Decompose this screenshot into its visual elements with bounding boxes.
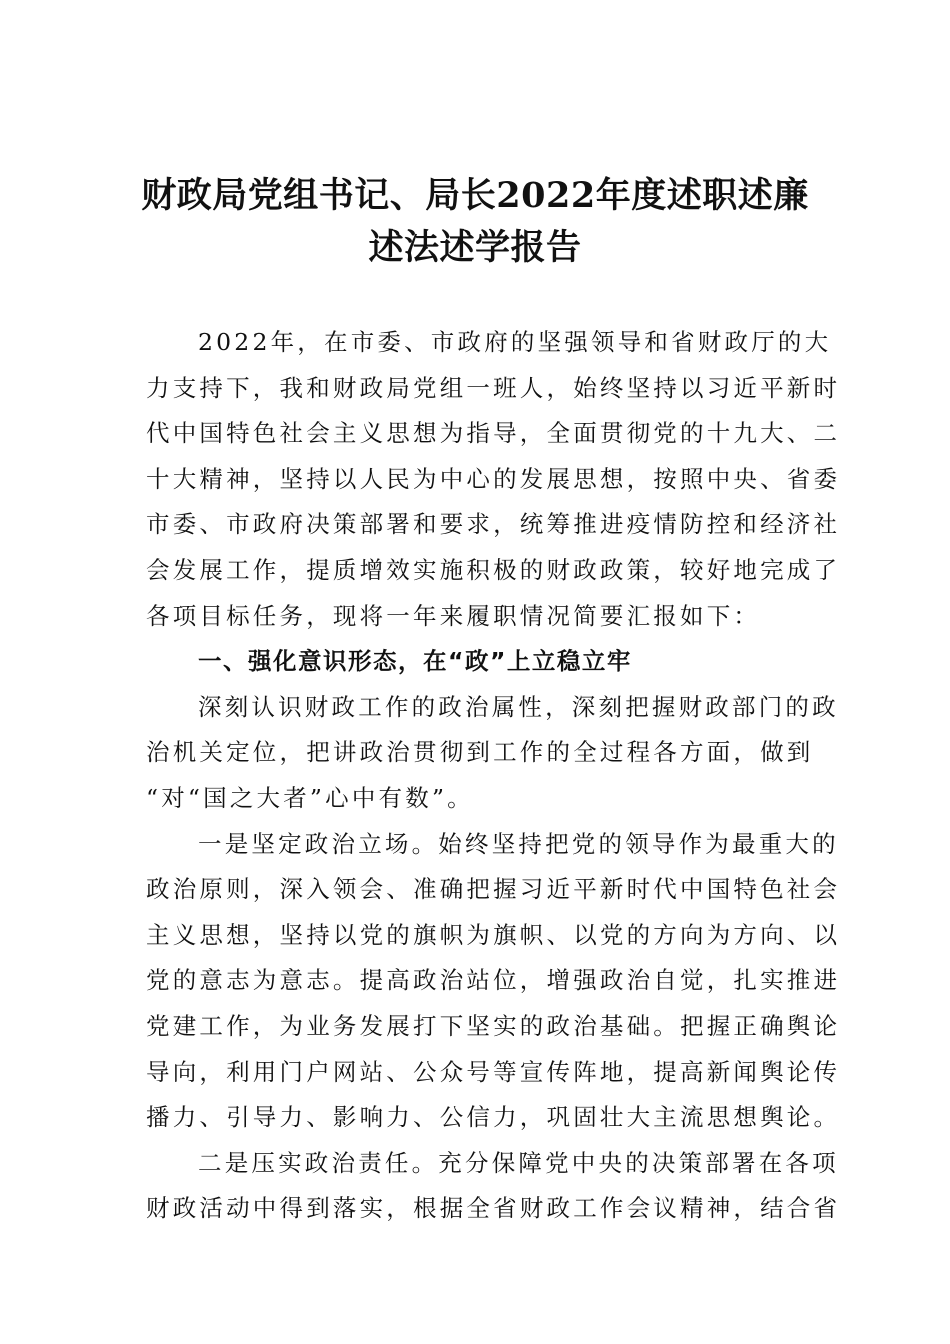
body-line: 主义思想，坚持以党的旗帜为旗帜、以党的方向为方向、以 [146, 920, 841, 949]
body-line: 代中国特色社会主义思想为指导，全面贯彻党的十九大、二 [146, 419, 841, 448]
body-line: 各项目标任务，现将一年来履职情况简要汇报如下： [146, 601, 761, 630]
body-line: 2022年，在市委、市政府的坚强领导和省财政厅的大 [198, 328, 832, 356]
body-line: 党建工作，为业务发展打下坚实的政治基础。把握正确舆论 [146, 1011, 841, 1040]
body-line: “对“国之大者”心中有数”。 [146, 783, 474, 812]
body-line: 导向，利用门户网站、公众号等宣传阵地，提高新闻舆论传 [146, 1057, 841, 1086]
body-line: 力支持下，我和财政局党组一班人，始终坚持以习近平新时 [146, 373, 841, 402]
body-line: 党的意志为意志。提高政治站位，增强政治自觉，扎实推进 [146, 966, 841, 995]
body-line: 市委、市政府决策部署和要求，统筹推进疫情防控和经济社 [146, 510, 841, 539]
body-line: 治机关定位，把讲政治贯彻到工作的全过程各方面，做到 [146, 738, 814, 767]
section-heading: 一、强化意识形态，在“政”上立稳立牢 [198, 647, 632, 676]
body-line: 十大精神，坚持以人民为中心的发展思想，按照中央、省委 [146, 464, 841, 493]
body-line: 政治原则，深入领会、准确把握习近平新时代中国特色社会 [146, 875, 841, 904]
body-line: 财政活动中得到落实，根据全省财政工作会议精神，结合省 [146, 1194, 841, 1223]
body-line: 深刻认识财政工作的政治属性，深刻把握财政部门的政 [198, 692, 839, 721]
document-body [146, 320, 841, 1232]
title-line: 述法述学报告 [368, 227, 582, 268]
title-line: 财政局党组书记、局长2022年度述职述廉 [141, 175, 809, 216]
body-line: 一是坚定政治立场。始终坚持把党的领导作为最重大的 [198, 829, 839, 858]
document-title [100, 170, 850, 274]
body-line: 二是压实政治责任。充分保障党中央的决策部署在各项 [198, 1148, 839, 1177]
body-line: 播力、引导力、影响力、公信力，巩固壮大主流思想舆论。 [146, 1103, 841, 1132]
body-line: 会发展工作，提质增效实施积极的财政政策，较好地完成了 [146, 555, 841, 584]
